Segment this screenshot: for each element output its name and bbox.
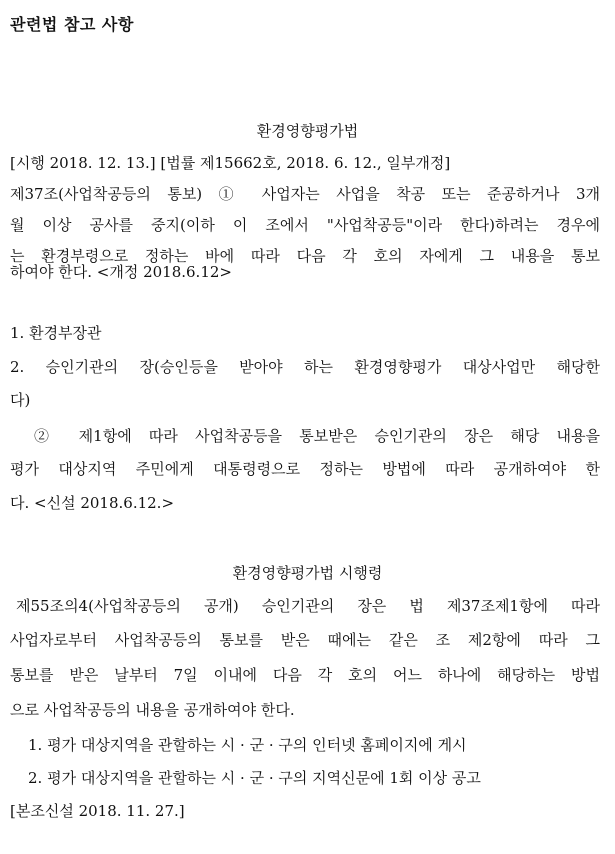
article-text-line: 제37조(사업착공등의 통보) ① 사업자는 사업을 착공 또는 준공하거나 3개	[10, 185, 600, 203]
article-text-line: 하여야 한다. <개정 2018.6.12>	[10, 263, 232, 281]
article-text-line: 는 환경부령으로 정하는 바에 따라 다음 각 호의 자에게 그 내용을 통보	[10, 247, 600, 265]
article-text-line: 평가 대상지역 주민에게 대통령령으로 정하는 방법에 따라 공개하여야 한	[10, 460, 600, 478]
list-item: 2. 승인기관의 장(승인등을 받아야 하는 환경영향평가 대상사업만 해당한	[10, 358, 600, 376]
article-text-line: 사업자로부터 사업착공등의 통보를 받은 때에는 같은 조 제2항에 따라 그	[10, 631, 600, 649]
list-item: 1. 평가 대상지역을 관할하는 시 · 군 · 구의 인터넷 홈페이지에 게시	[28, 736, 467, 754]
list-item: 1. 환경부장관	[10, 324, 102, 342]
article-text-line: ② 제1항에 따라 사업착공등을 통보받은 승인기관의 장은 해당 내용을	[34, 427, 600, 445]
article-text-line: 통보를 받은 날부터 7일 이내에 다음 각 호의 어느 하나에 해당하는 방법	[10, 666, 600, 684]
article-text-line: 으로 사업착공등의 내용을 공개하여야 한다.	[10, 701, 295, 719]
list-item: 2. 평가 대상지역을 관할하는 시 · 군 · 구의 지역신문에 1회 이상 공고	[28, 769, 481, 787]
enforcement-info: [시행 2018. 12. 13.] [법률 제15662호, 2018. 6. 12., 일부개정]	[10, 154, 451, 172]
section-heading: 관련법 참고 사항	[10, 15, 134, 34]
article-text-line: 제55조의4(사업착공등의 공개) 승인기관의 장은 법 제37조제1항에 따라	[16, 597, 600, 615]
article-text-line: 월 이상 공사를 중지(이하 이 조에서 "사업착공등"이라 한다)하려는 경우에	[10, 216, 600, 234]
article-text-line: 다. <신설 2018.6.12.>	[10, 494, 175, 512]
law-title: 환경영향평가법 시행령	[232, 564, 383, 582]
list-item-continuation: 다)	[10, 391, 31, 409]
article-text-line: [본조신설 2018. 11. 27.]	[10, 802, 185, 820]
law-title: 환경영향평가법	[256, 122, 359, 140]
